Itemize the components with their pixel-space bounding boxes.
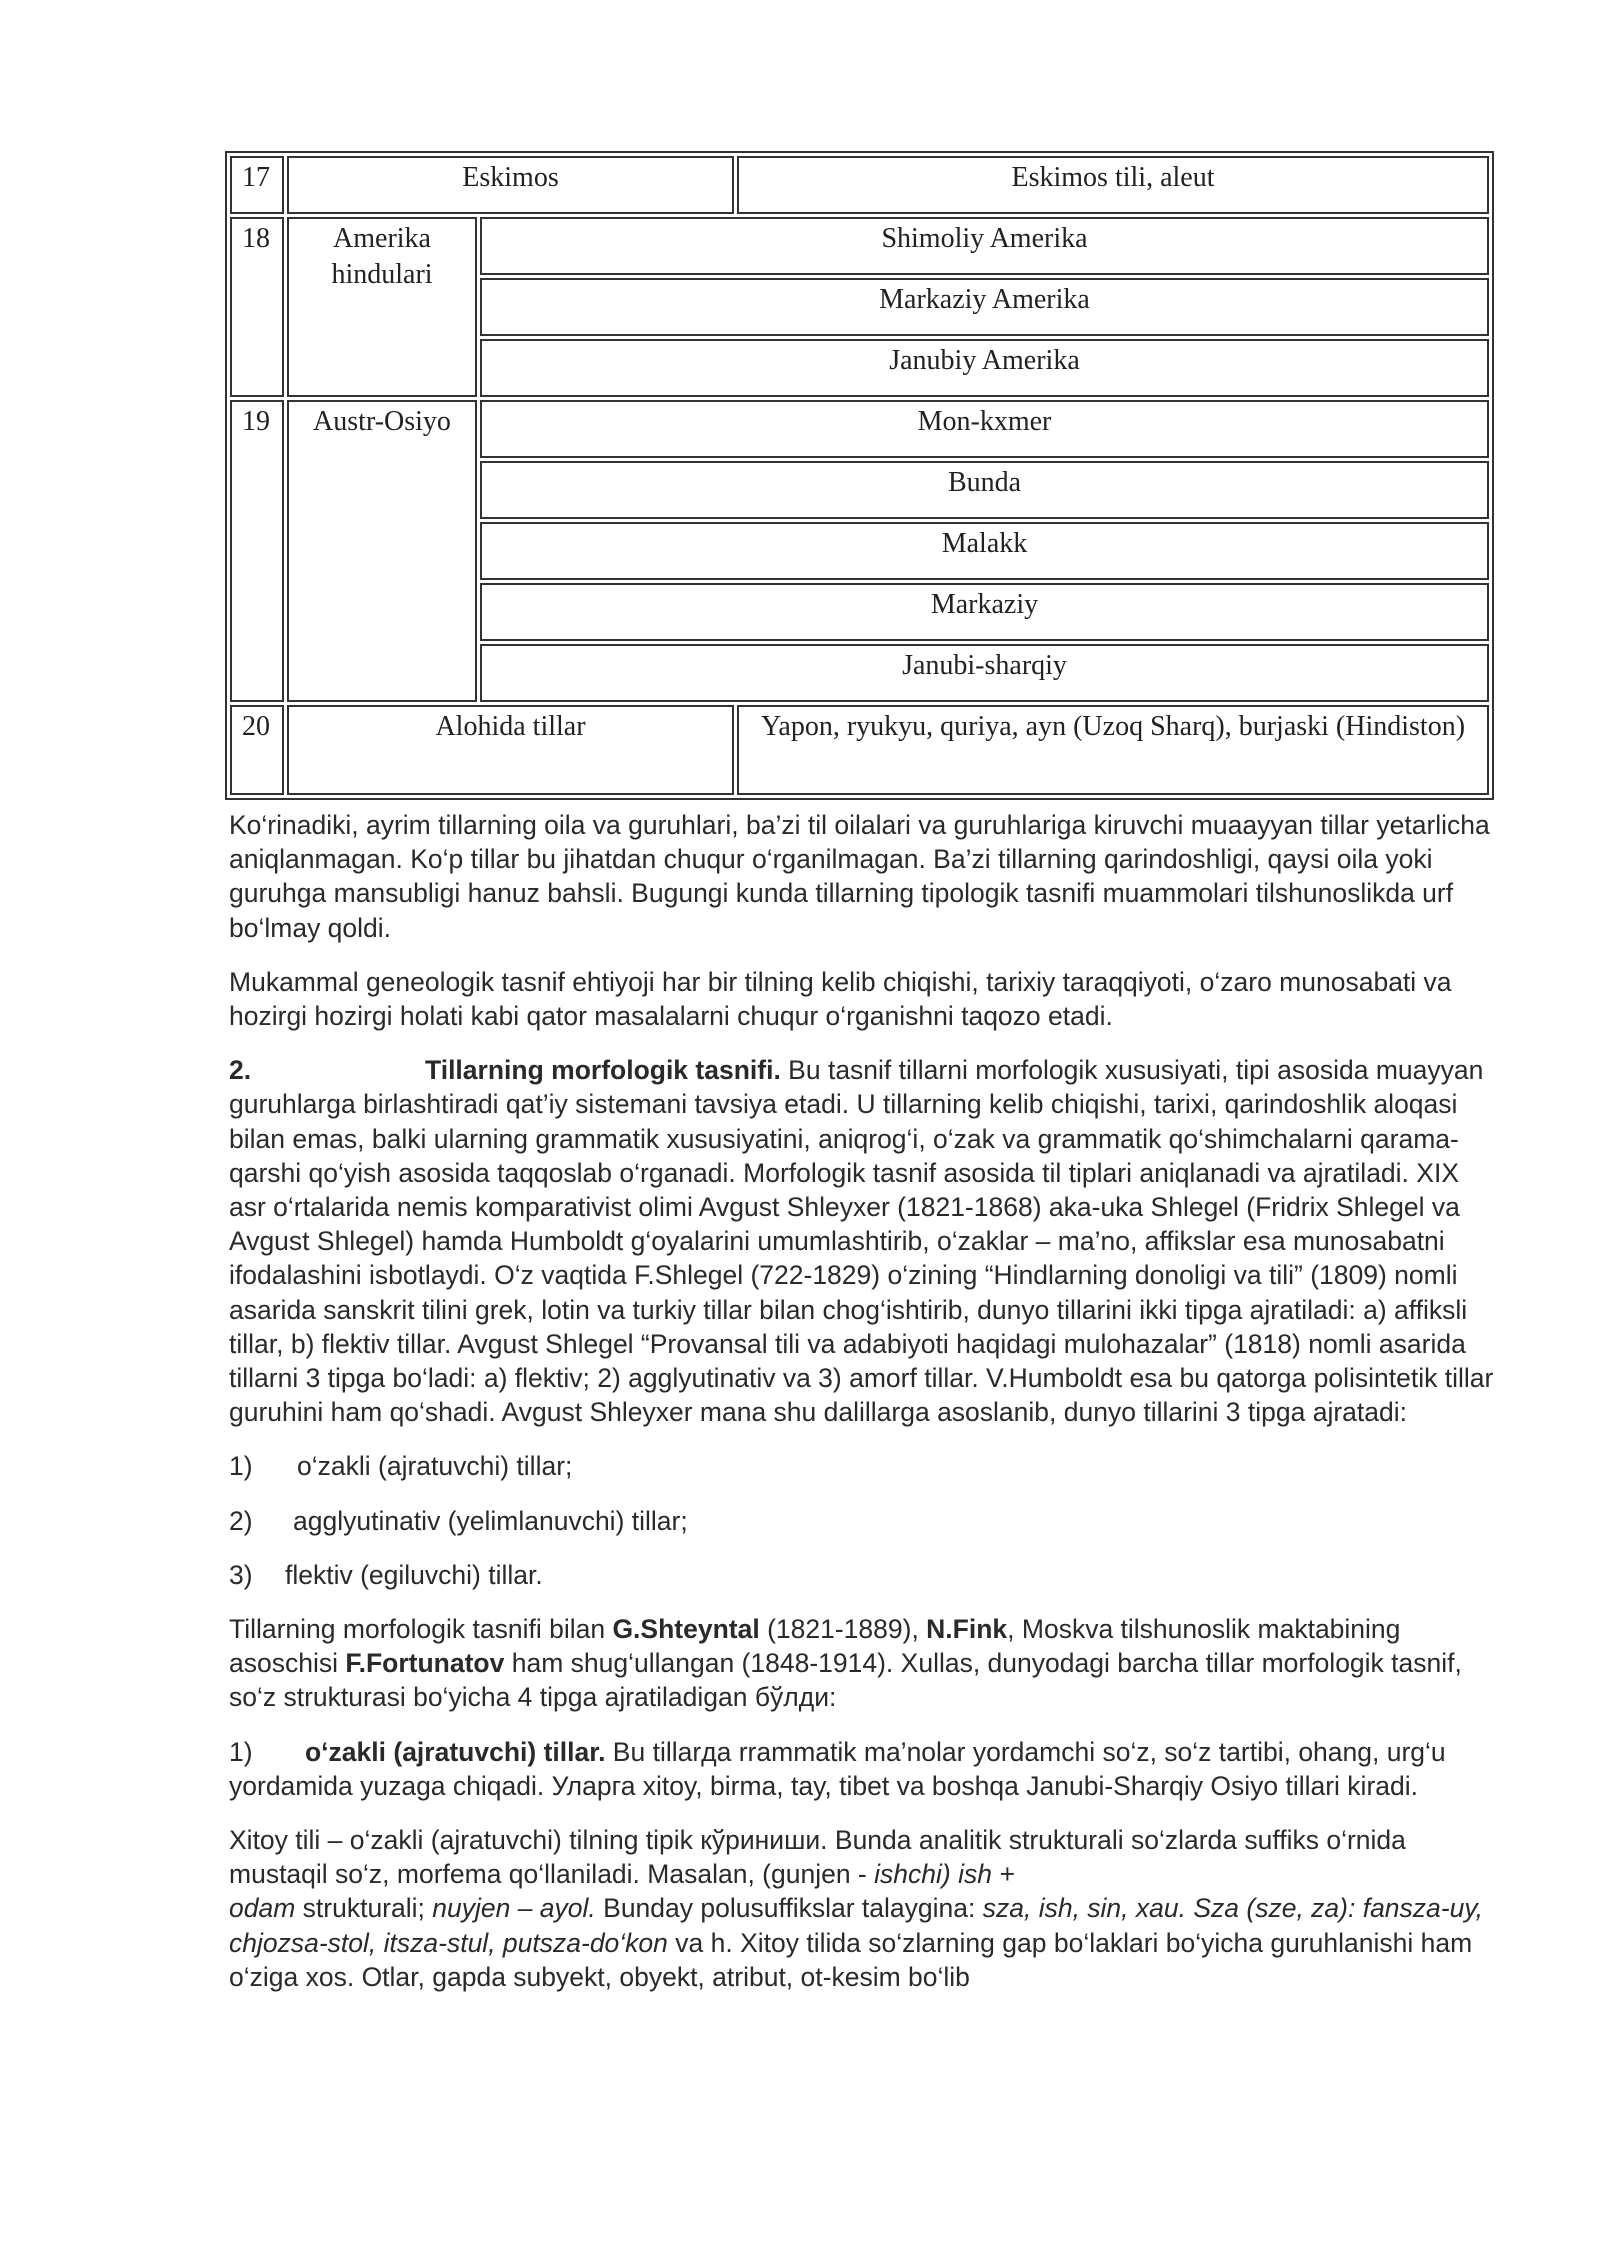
family-name: Alohida tillar [287,705,734,795]
subgroup-cell: Janubi-sharqiy [480,644,1489,702]
list-number: 3) [229,1559,253,1590]
text-run: (1821-1889), [759,1614,927,1645]
text-run: strukturali; [295,1893,433,1924]
text-run: Xitoy tili – o‘zakli (ajratuvchi) tilning tipik кўриниши. Bunda analitik strukturali so‘zlarda suffiks o‘rnida mustaqil so‘z, morfema qo‘llaniladi. Masalan, (gunjen - [229,1825,1406,1890]
subgroup-cell: Markaziy [480,583,1489,641]
author-name: N.Fink [926,1614,1008,1645]
row-number: 18 [230,217,284,397]
subgroup-cell: Shimoliy Amerika [480,217,1489,275]
language-families-table [225,151,1494,800]
family-members: Yapon, ryukyu, quriya, ayn (Uzoq Sharq), burjaski (Hindiston) [737,705,1489,795]
section-number: 2. [229,1055,252,1086]
italic-run: sza, ish, sin, xau. Sza (sze, za): fansza-uy, chjozsa-stol, itsza-stul, putsza-do‘kon [229,1893,1483,1958]
family-name: Amerika hindulari [287,217,477,397]
section-paragraph [229,1053,1497,1429]
text-run: , Moskva tilshunoslik maktabining asoschisi [229,1614,1401,1679]
subgroup-cell: Janubiy Amerika [480,339,1489,397]
section-body: Bu tasnif tillarni morfologik xususiyati, tipi asosida muayyan guruhlarga birlashtiradi qat’iy sistemani tavsiya etadi. U tillarning kelib chiqishi, tarixi, qarindoshlik aloqasi bilan emas, balki ularning grammatik xususiyatini, aniqrog‘i, o‘zak va grammatik qo‘shimchalarni qarama-qarshi qo‘yish asosida taqqoslab o‘rganadi. Morfologik tasnif asosida til tiplari aniqlanadi va ajratiladi. XIX asr o‘rtalarida nemis komparativist olimi Avgust Shleyxer (1821-1868) aka-uka Shlegel (Fridrix Shlegel va Avgust Shlegel) hamda Humboldt g‘oyalarini umumlashtirib, o‘zaklar – ma’no, affikslar esa munosabatni ifodalashini isbotlaydi. O‘z vaqtida F.Shlegel (722-1829) o‘zining “Hindlarning donoligi va tili” (1809) nomli asarida sanskrit tilini grek, lotin va turkiy tillar bilan chog‘ishtirib, dunyo tillarini ikki tipga ajratiladi: a) affiksli tillar, b) flektiv tillar. Avgust Shlegel “Provansal tili va adabiyoti haqidagi mulohazalar” (1818) nomli asarida tillarni 3 tipga bo‘ladi: a) flektiv; 2) agglyutinativ va 3) amorf tillar. V.Humboldt esa bu qatorga polisintetik tillar guruhini ham qo‘shadi. Avgust Shleyxer mana shu dalillarga asoslanib, dunyo tillarini 3 tipga ajratadi: [229,1055,1494,1428]
body-text [229,808,1497,2014]
family-name: Eskimos [287,156,734,214]
list-item [229,1558,1497,1592]
text-run: Bunday polusuffikslar talaygina: [595,1893,983,1924]
italic-run: ishchi) ish + [874,1859,1015,1890]
family-name: Austr-Osiyo [287,400,477,702]
list-number: 2) [229,1505,253,1536]
row-number: 19 [230,400,284,702]
paragraph [229,1612,1497,1715]
author-name: F.Fortunatov [345,1648,505,1679]
list-item [229,1504,1497,1538]
italic-run: nuyjen – ayol. [432,1893,596,1924]
subgroup-cell: Markaziy Amerika [480,278,1489,336]
list-number: 1) [229,1451,253,1482]
list-number: 1) [229,1736,253,1767]
type-title: o‘zakli (ajratuvchi) tillar. [305,1736,606,1767]
subgroup-cell: Bunda [480,461,1489,519]
table-row [230,705,1489,795]
subgroup-cell: Malakk [480,522,1489,580]
table-row [230,156,1489,214]
subgroup-cell: Mon-kxmer [480,400,1489,458]
table-row [230,217,1489,275]
text-run: va h. Xitoy tilida so‘zlarning gap bo‘laklari bo‘yicha guruhlanishi ham o‘ziga xos. Otlar, gapda subyekt, obyekt, atribut, ot-kesim bo‘lib [229,1927,1473,1992]
text-run: Tillarning morfologik tasnifi bilan [229,1614,613,1645]
italic-run: odam [229,1893,296,1924]
section-title: Tillarning morfologik tasnifi. [425,1055,781,1086]
paragraph [229,1823,1497,1994]
text-run: ham shug‘ullangan (1848-1914). Xullas, dunyodagi barcha tillar morfologik tasnif, so‘z strukturasi bo‘yicha 4 tipga ajratiladigan бўлди: [229,1648,1462,1713]
list-text: o‘zakli (ajratuvchi) tillar; [297,1451,573,1482]
list-item [229,1449,1497,1483]
family-members: Eskimos tili, aleut [737,156,1489,214]
author-name: G.Shteyntal [612,1614,760,1645]
list-text: agglyutinativ (yelimlanuvchi) tillar; [293,1505,688,1536]
table-row [230,400,1489,458]
paragraph: Ko‘rinadiki, ayrim tillarning oila va guruhlari, ba’zi til oilalari va guruhlariga kiruvchi muaayyan tillar yetarlicha aniqlanmagan. Ko‘p tillar bu jihatdan chuqur o‘rganilmagan. Ba’zi tillarning qarindoshligi, qaysi oila yoki guruhga mansubligi hanuz bahsli. Bugungi kunda tillarning tipologik tasnifi muammolari tilshunoslikda urf bo‘lmay qoldi. [229,810,1490,943]
text-run: Bu tillarда rrammatik ma’nolar yordamchi so‘z, so‘z tartibi, ohang, urg‘u yordamida yuzaga chiqadi. Уларга xitoy, birma, tay, tibet va boshqa Janubi-Sharqiy Osiyo tillari kiradi. [229,1736,1446,1801]
paragraph [229,1735,1497,1803]
row-number: 20 [230,705,284,795]
row-number: 17 [230,156,284,214]
list-text: flektiv (egiluvchi) tillar. [285,1559,543,1590]
paragraph: Mukammal geneologik tasnif ehtiyoji har bir tilning kelib chiqishi, tarixiy taraqqiyoti, o‘zaro munosabati va hozirgi hozirgi holati kabi qator masalalarni chuqur o‘rganishni taqozo etadi. [229,966,1452,1032]
